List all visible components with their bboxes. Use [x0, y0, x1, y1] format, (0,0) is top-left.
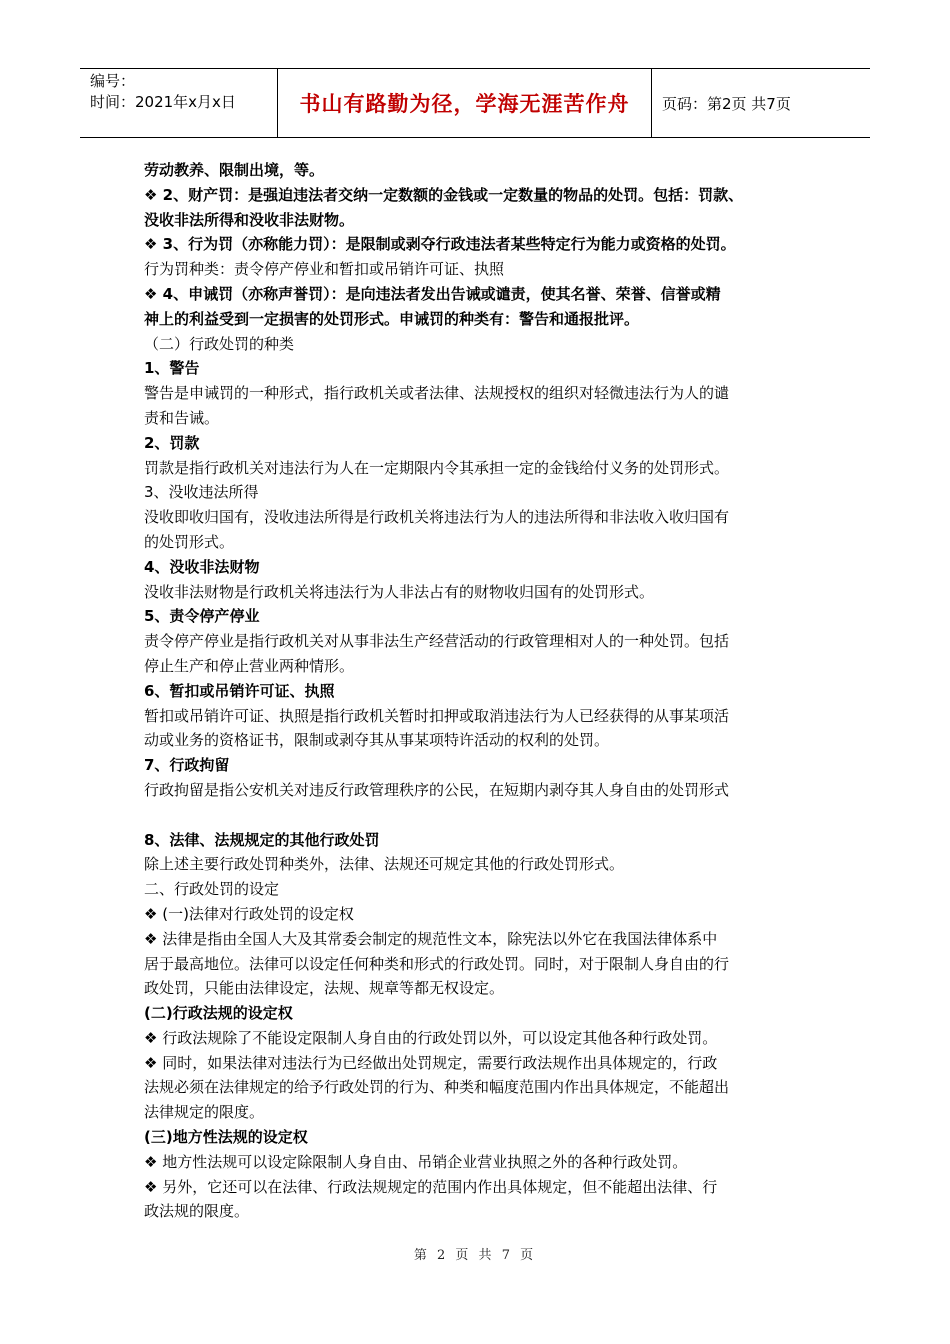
text-line: 暂扣或吊销许可证、执照是指行政机关暂时扣押或取消违法行为人已经获得的从事某项活: [144, 706, 730, 725]
text-line: 行政拘留是指公安机关对违反行政管理秩序的公民，在短期内剥夺其人身自由的处罚形式: [144, 780, 730, 799]
text-line: ❖ 同时，如果法律对违法行为已经做出处罚规定，需要行政法规作出具体规定的，行政: [144, 1053, 718, 1072]
text-line: (二)行政法规的设定权: [144, 1004, 293, 1023]
text-line: 居于最高地位。法律可以设定任何种类和形式的行政处罚。同时，对于限制人身自由的行: [144, 954, 730, 973]
document-number-label: 编号：: [90, 72, 136, 90]
page-footer: 第 2 页 共 7 页: [413, 1248, 537, 1263]
text-line: 警告是申诫罚的一种形式，指行政机关或者法律、法规授权的组织对轻微违法行为人的谴: [144, 384, 730, 403]
header-motto: 书山有路勤为径，学海无涯苦作舟: [278, 69, 652, 137]
text-line: （二）行政处罚的种类: [144, 334, 295, 353]
text-line: 劳动教养、限制出境，等。: [144, 161, 325, 179]
text-line: 二、行政处罚的设定: [144, 880, 280, 899]
text-line: 法律规定的限度。: [144, 1103, 265, 1122]
text-line: 没收即收归国有，没收违法所得是行政机关将违法行为人的违法所得和非法收入收归国有: [144, 508, 730, 527]
text-line: ❖ 行政法规除了不能设定限制人身自由的行政处罚以外，可以设定其他各种行政处罚。: [144, 1028, 718, 1047]
text-line: 1、警告: [144, 359, 200, 378]
text-line: ❖ 地方性法规可以设定除限制人身自由、吊销企业营业执照之外的各种行政处罚。: [144, 1152, 688, 1171]
text-line: ❖ 另外，它还可以在法律、行政法规规定的范围内作出具体规定，但不能超出法律、行: [144, 1177, 718, 1196]
text-line: 停止生产和停止营业两种情形。: [144, 656, 355, 675]
text-line: ❖ 2、财产罚：是强迫违法者交纳一定数额的金钱或一定数量的物品的处罚。包括：罚款、: [144, 185, 744, 204]
text-line: 7、行政拘留: [144, 756, 230, 775]
text-line: 动或业务的资格证书，限制或剥夺其从事某项特许活动的权利的处罚。: [144, 731, 610, 750]
text-line: 神上的利益受到一定损害的处罚形式。申诫罚的种类有：警告和通报批评。: [144, 309, 640, 328]
text-line: 法规必须在法律规定的给予行政处罚的行为、种类和幅度范围内作出具体规定，不能超出: [144, 1078, 730, 1097]
text-line: 没收非法所得和没收非法财物。: [144, 210, 355, 229]
text-line: 除上述主要行政处罚种类外，法律、法规还可规定其他的行政处罚形式。: [144, 855, 625, 874]
document-body: [144, 158, 816, 1224]
header-info-cell: [80, 69, 278, 137]
text-line: 2、罚款: [144, 433, 200, 452]
header-page-code: 页码：第2页 共7页: [662, 94, 791, 113]
text-line: 责和告诫。: [144, 408, 220, 427]
document-date-label: 时间：2021年x月x日: [90, 93, 236, 111]
text-line: 没收非法财物是行政机关将违法行为人非法占有的财物收归国有的处罚形式。: [144, 582, 655, 601]
text-line: ❖ 3、行为罚（亦称能力罚）：是限制或剥夺行政违法者某些特定行为能力或资格的处罚。: [144, 235, 736, 254]
text-line: 政处罚，只能由法律设定，法规、规章等都无权设定。: [144, 979, 505, 998]
text-line: 5、责令停产停业: [144, 607, 260, 626]
text-line: 政法规的限度。: [144, 1202, 250, 1221]
page-header: [80, 68, 870, 138]
text-line: 3、没收违法所得: [144, 483, 259, 502]
text-line: 4、没收非法财物: [144, 557, 260, 576]
text-line: (三)地方性法规的设定权: [144, 1128, 308, 1147]
text-line: 罚款是指行政机关对违法行为人在一定期限内令其承担一定的金钱给付义务的处罚形式。: [144, 458, 730, 477]
text-line: 8、法律、法规规定的其他行政处罚: [144, 830, 380, 849]
text-line: 的处罚形式。: [144, 532, 235, 551]
text-line: ❖ 4、申诫罚（亦称声誉罚）：是向违法者发出告诫或谴责，使其名誉、荣誉、信誉或精: [144, 284, 721, 303]
blank-line: [144, 803, 816, 828]
text-line: 行为罚种类：责令停产停业和暂扣或吊销许可证、执照: [144, 260, 505, 279]
text-line: 6、暂扣或吊销许可证、执照: [144, 681, 335, 700]
text-line: ❖ 法律是指由全国人大及其常委会制定的规范性文本，除宪法以外它在我国法律体系中: [144, 929, 718, 948]
text-line: 责令停产停业是指行政机关对从事非法生产经营活动的行政管理相对人的一种处罚。包括: [144, 632, 730, 651]
text-line: ❖ (一)法律对行政处罚的设定权: [144, 904, 354, 923]
